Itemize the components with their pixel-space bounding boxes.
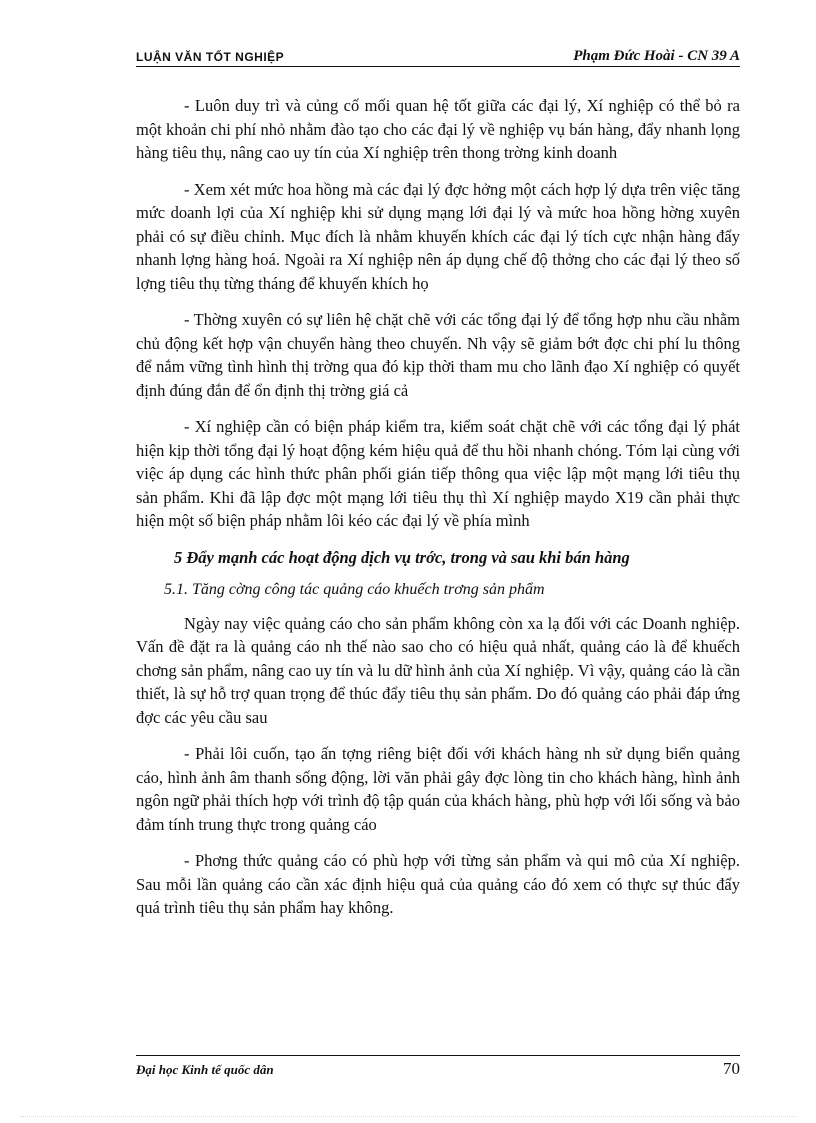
header-author: Phạm Đức Hoài - CN 39 A [573,48,740,64]
paragraph: - Phải lôi cuốn, tạo ấn tợng riêng biệt đối với khách hàng nh sử dụng biển quảng cáo, hình ảnh âm thanh sống động, lời văn phải gây đợc lòng tin cho khách hàng, hình ảnh ngôn ngữ phải thích hợp với trình độ tập quán của khách hàng, phù hợp với lối sống và bảo đảm tính trung thực trong quảng cáo [136,744,740,834]
section-heading: 5 Đẩy mạnh các hoạt động dịch vụ trớc, trong và sau khi bán hàng [174,547,630,567]
subsection-heading: 5.1. Tăng cờng công tác quảng cáo khuếch trơng sản phẩm [164,580,545,598]
paragraph: - Phơng thức quảng cáo có phù hợp với từng sản phẩm và qui mô của Xí nghiệp. Sau mỗi lần quảng cáo cần xác định hiệu quả của quảng cáo đó xem có thực sự thúc đẩy quá trình tiêu thụ sản phẩm hay không. [136,851,740,917]
paragraph: - Xí nghiệp cần có biện pháp kiểm tra, kiểm soát chặt chẽ với các tổng đại lý phát hiện kịp thời tổng đại lý hoạt động kém hiệu quả để thu hồi nhanh chóng. Tóm lại cùng với việc áp dụng các hình thức phân phối gián tiếp thông qua việc lập một mạng lới tiêu thụ sản phẩm. Khi đã lập đợc một mạng lới tiêu thụ thì Xí nghiệp maydo X19 cần phải thực hiện một số biện pháp nhằm lôi kéo các đại lý về phía mình [136,417,740,530]
paragraph: - Xem xét mức hoa hồng mà các đại lý đợc hởng một cách hợp lý dựa trên việc tăng mức doanh lợi của Xí nghiệp khi sử dụng mạng lới đại lý và mức hoa hồng hờng xuyên phải có sự điều chỉnh. Mục đích là nhằm khuyến khích các đại lý tích cực nhận hàng đẩy nhanh lợng hàng hoá. Ngoài ra Xí nghiệp nên áp dụng chế độ thởng cho các đại lý theo số lợng tiêu thụ từng tháng để khuyến khích họ [136,179,740,293]
page-edge-divider [20,1116,796,1117]
footer-university: Đại học Kinh tế quốc dân [136,1062,274,1077]
page-header [136,48,740,67]
paragraph: Ngày nay việc quảng cáo cho sản phẩm không còn xa lạ đối với các Doanh nghiệp. Vấn đề đặt ra là quảng cáo nh thế nào sao cho có hiệu quả nhất, quảng cáo là để khuếch chơng sản phẩm, nâng cao uy tín và lu dữ hình ảnh của Xí nghiệp. Vì vậy, quảng cáo là cần thiết, là sự hỗ trợ quan trọng để thúc đẩy tiêu thụ sản phẩm. Do đó quảng cáo phải đáp ứng đợc các yêu cầu sau [136,613,740,727]
page-number: 70 [723,1059,740,1078]
header-title: LUẬN VĂN TỐT NGHIỆP [136,50,285,64]
paragraph: - Thờng xuyên có sự liên hệ chặt chẽ với các tổng đại lý để tổng hợp nhu cầu nhằm chủ động kết hợp vận chuyển hàng theo chuyến. Nh vậy sẽ giảm bớt đợc chi phí lu thông để nắm vững tình hình thị trờng qua đó kịp thời tham mu cho lãnh đạo Xí nghiệp có quyết định đúng đắn để ổn định thị trờng giá cả [136,310,740,400]
paragraph: - Luôn duy trì và củng cố mối quan hệ tốt giữa các đại lý, Xí nghiệp có thể bỏ ra một khoản chi phí nhỏ nhằm đào tạo cho các đại lý về nghiệp vụ bán hàng, đẩy nhanh lọng hàng tiêu thụ, nâng cao uy tín của Xí nghiệp trên thong trờng kinh doanh [136,96,740,162]
page-footer [136,1055,740,1078]
page-body [136,94,740,933]
